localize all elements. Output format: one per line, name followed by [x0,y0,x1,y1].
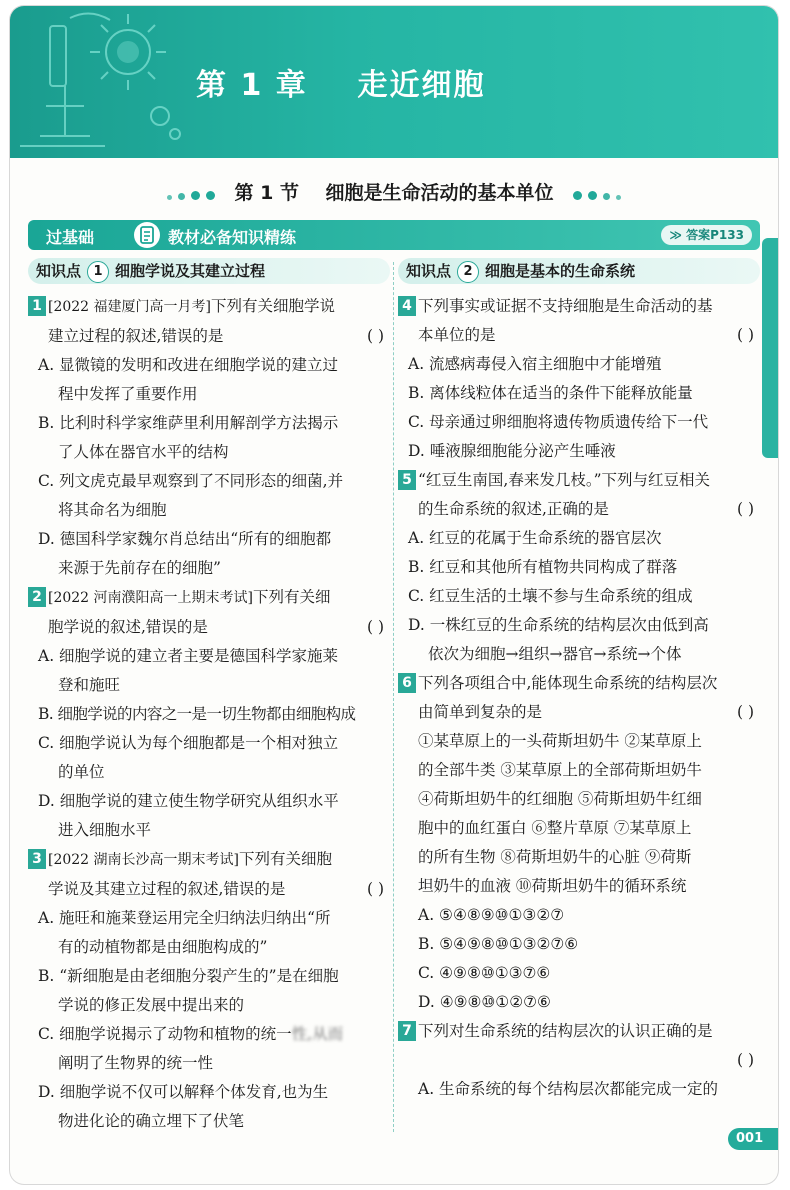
decor-dots-right [570,183,624,205]
option-a: A. 生命系统的每个结构层次都能完成一定的 [418,1080,719,1098]
notebook-icon [134,222,160,248]
option-a: A. 红豆的花属于生命系统的器官层次 [408,529,662,547]
item-list-line: ④荷斯坦奶牛的红细胞 ⑤荷斯坦奶牛红细 [418,790,702,808]
microscope-illustration [10,6,200,158]
answer-paren: ( ) [366,880,384,898]
question-number: 4 [398,296,416,316]
textbook-page [10,6,778,1184]
question-4: 4 下列事实或证据不支持细胞是生命活动的基 本单位的是 ( ) A. 流感病毒侵入宿主细胞中才能增殖 B. 离体线粒体在适当的条件下能释放能量 C. 母亲通过卵细胞将遗传物质遗传给下一代 D. 唾液腺细胞能分泌产生唾液 [398,292,760,466]
option-b: B. 比利时科学家维萨里利用解剖学方法揭示 [38,414,339,432]
option-d: D. 一株红豆的生命系统的结构层次由低到高 [408,616,709,634]
option-a: A. 施旺和施莱登运用完全归纳法归纳出“所 [38,909,331,927]
question-number: 3 [28,849,46,869]
option-a: A. 流感病毒侵入宿主细胞中才能增殖 [408,355,662,373]
option-d: D. 德国科学家魏尔肖总结出“所有的细胞都 [38,530,332,548]
blurred-text: 性,从而 [291,1025,344,1043]
page-number: 001 [728,1128,778,1150]
question-2: 2 [2022 河南濮阳高一上期末考试]下列有关细 胞学说的叙述,错误的是 ( ) A. 细胞学说的建立者主要是德国科学家施莱 登和施旺 B. 细胞学说的内容之一是一切生物都由细胞构成 C. 细胞学说认为每个细胞都是一个相对独立 的单位 D. 细胞学说的建立使生物学研究从组织水平 进入细胞水平 [28,583,390,845]
answer-paren: ( ) [736,500,754,518]
item-list-line: 胞中的血红蛋白 ⑥整片草原 ⑦某草原上 [418,819,692,837]
option-d: D. 细胞学说的建立使生物学研究从组织水平 [38,792,339,810]
question-number: 2 [28,587,46,607]
chapter-banner [10,6,778,158]
question-6: 6 下列各项组合中,能体现生命系统的结构层次 由简单到复杂的是 ( ) ①某草原上的一头荷斯坦奶牛 ②某草原上 的全部牛类 ③某草原上的全部荷斯坦奶牛 ④荷斯坦奶牛的红细胞 ⑤荷斯坦奶牛红细 胞中的血红蛋白 ⑥整片草原 ⑦某草原上 的所有生物 ⑧荷斯坦奶牛的心脏 ⑨荷斯 坦奶牛的血液 ⑩荷斯坦奶牛的循环系统 A. ⑤④⑧⑨⑩①③②⑦ B. ⑤④⑨⑧⑩①③②⑦⑥ C. ④⑨⑧⑩①③⑦⑥ D. ④⑨⑧⑩①②⑦⑥ [398,669,760,1017]
answer-paren: ( ) [366,327,384,345]
knowledge-point-number: 2 [457,261,479,283]
option-a: A. 细胞学说的建立者主要是德国科学家施莱 [38,647,339,665]
item-list-line: 坦奶牛的血液 ⑩荷斯坦奶牛的循环系统 [418,877,687,895]
side-tab-strip [762,238,778,458]
question-number: 1 [28,296,46,316]
bar-subtitle: 教材必备知识精练 [168,228,297,247]
option-c: C. 细胞学说揭示了动物和植物的统一性,从而 [38,1025,344,1043]
section-title-row [10,178,778,205]
option-d: D. ④⑨⑧⑩①②⑦⑥ [418,993,551,1011]
left-column [28,258,390,1136]
option-a: A. ⑤④⑧⑨⑩①③②⑦ [418,906,565,924]
question-source: [2022 湖南长沙高一期末考试] [48,852,240,868]
right-column [398,258,760,1104]
question-source: [2022 福建厦门高一月考] [48,299,212,315]
question-7: 7 下列对生命系统的结构层次的认识正确的是 ( ) A. 生命系统的每个结构层次都能完成一定的 [398,1017,760,1104]
answer-reference[interactable]: ≫ 答案P133 [661,225,752,245]
chapter-title: 第 1 章 走近细胞 [196,68,486,103]
option-b: B. 红豆和其他所有植物共同构成了群落 [408,558,678,576]
answer-paren: ( ) [736,703,754,721]
question-3: 3 [2022 湖南长沙高一期末考试]下列有关细胞 学说及其建立过程的叙述,错误的是 ( ) A. 施旺和施莱登运用完全归纳法归纳出“所 有的动植物都是由细胞构成的” B. “新细胞是由老细胞分裂产生的”是在细胞 学说的修正发展中提出来的 C. 细胞学说揭示了动物和植物的统一性,从而 阐明了生物界的统一性 D. 细胞学说不仅可以解释个体发育,也为生 物进化论的确立埋下了伏笔 [28,845,390,1136]
answer-paren: ( ) [736,326,754,344]
knowledge-point-2: 知识点 2 细胞是基本的生命系统 [398,258,760,284]
question-number: 6 [398,673,416,693]
option-b: B. “新细胞是由老细胞分裂产生的”是在细胞 [38,967,339,985]
option-c: C. 母亲通过卵细胞将遗传物质遗传给下一代 [408,413,709,431]
answer-paren: ( ) [736,1051,754,1069]
option-d: D. 唾液腺细胞能分泌产生唾液 [408,442,616,460]
question-source: [2022 河南濮阳高一上期末考试] [48,590,254,606]
question-5: 5 “红豆生南国,春来发几枝。”下列与红豆相关 的生命系统的叙述,正确的是 ( ) A. 红豆的花属于生命系统的器官层次 B. 红豆和其他所有植物共同构成了群落 C. 红豆生活的土壤不参与生命系统的组成 D. 一株红豆的生命系统的结构层次由低到高 依次为细胞→组织→器官→系统→个体 [398,466,760,669]
answer-paren: ( ) [366,618,384,636]
question-number: 5 [398,470,416,490]
decor-dots-left [164,183,218,205]
option-b: B. ⑤④⑨⑧⑩①③②⑦⑥ [418,935,579,953]
option-b: B. 离体线粒体在适当的条件下能释放能量 [408,384,693,402]
option-c: C. 红豆生活的土壤不参与生命系统的组成 [408,587,693,605]
question-number: 7 [398,1021,416,1041]
knowledge-point-number: 1 [87,261,109,283]
item-list-line: ①某草原上的一头荷斯坦奶牛 ②某草原上 [418,732,702,750]
item-list-line: 的全部牛类 ③某草原上的全部荷斯坦奶牛 [418,761,702,779]
section-title: 第 1 节 细胞是生命活动的基本单位 [234,182,554,204]
item-list-line: 的所有生物 ⑧荷斯坦奶牛的心脏 ⑨荷斯 [418,848,692,866]
chevron-down-icon: ≫ [669,228,687,242]
bar-basics-label: 过基础 [46,228,95,247]
knowledge-point-1: 知识点 1 细胞学说及其建立过程 [28,258,390,284]
option-a: A. 显微镜的发明和改进在细胞学说的建立过 [38,356,339,374]
option-b: B. 细胞学说的内容之一是一切生物都由细胞构成 [38,705,356,723]
basics-bar [28,220,760,250]
option-c: C. 列文虎克最早观察到了不同形态的细菌,并 [38,472,344,490]
option-d: D. 细胞学说不仅可以解释个体发育,也为生 [38,1083,329,1101]
column-divider [393,262,394,1132]
option-c: C. ④⑨⑧⑩①③⑦⑥ [418,964,551,982]
option-c: C. 细胞学说认为每个细胞都是一个相对独立 [38,734,339,752]
question-1: 1 [2022 福建厦门高一月考]下列有关细胞学说 建立过程的叙述,错误的是 ( ) A. 显微镜的发明和改进在细胞学说的建立过 程中发挥了重要作用 B. 比利时科学家维萨里利用解剖学方法揭示 了人体在器官水平的结构 C. 列文虎克最早观察到了不同形态的细菌,并 将其命名为细胞 D. 德国科学家魏尔肖总结出“所有的细胞都 来源于先前存在的细胞” [28,292,390,583]
